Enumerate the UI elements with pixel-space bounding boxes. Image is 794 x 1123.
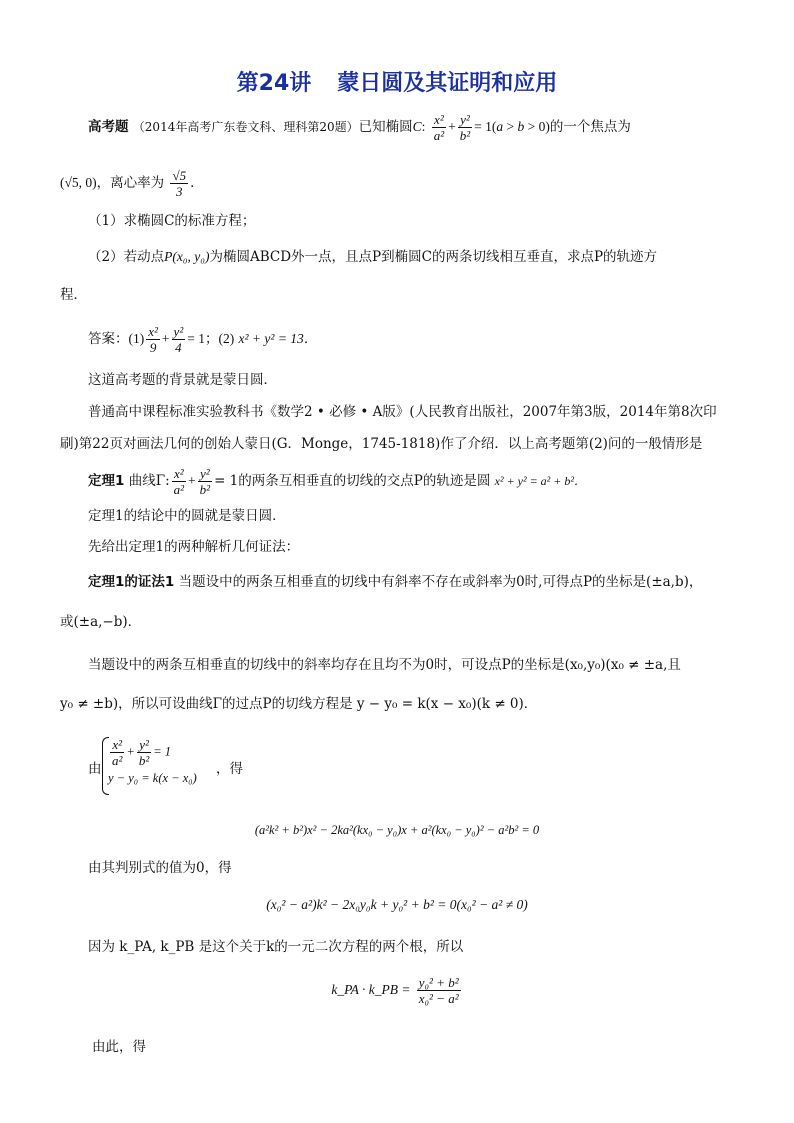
roots-text: 因为 k_PA, k_PB 是这个关于k的一元二次方程的两个根，所以	[88, 939, 464, 955]
answer-part1: = 1；(2)	[187, 331, 235, 346]
equation-3-fraction: $\frac{\text{y₀² + b²}}{\text{x₀² − a²}}$	[418, 975, 459, 1006]
methods-intro: 先给出定理1的两种解析几何证法：	[88, 539, 300, 555]
proof-line-4: y₀ ≠ ±b)，所以可设曲线Γ的过点P的切线方程是 y − y₀ = k(x − x₀)(k ≠ 0)．	[60, 696, 538, 712]
problem-text: 已知椭圆	[358, 119, 413, 135]
frac-x2-a2-sys: $\frac{\text{x²}}{\text{a²}}$	[112, 737, 123, 768]
final-text: 由此，得	[92, 1039, 146, 1055]
problem-label: 高考题	[88, 119, 129, 135]
proof-label: 定理1的证法1	[88, 574, 175, 590]
frac-x2-a2-thm: $\frac{\text{x²}}{\text{a²}}$	[173, 466, 185, 497]
problem-source: （2014年高考广东卷文科、理科第20题）	[132, 120, 359, 134]
system-line-1: $\frac{\text{x²}}{\text{a²}}$ + $\frac{\text{y²}}{\text{b²}}$ = 1	[112, 737, 172, 768]
lecture-topic: 蒙日圆及其证明和应用	[337, 71, 558, 96]
frac-y2-4: $\frac{\text{y²}}{4}$	[173, 324, 184, 355]
intro-line-2: 刷)第22页对画法几何的创始人蒙日(G．Monge，1745-1818)作了介绍．以上高考题第(2)问的一般情形是	[60, 436, 703, 452]
equation-2: (x₀² − a²)k² − 2x₀y₀k + y₀² + b² = 0(x₀² − a² ≠ 0)	[266, 897, 528, 912]
answer-line: 答案：(1) $\frac{\text{x²}}{9}$ + $\frac{\text{y²}}{4}$ = 1；(2) x² + y² = 13．	[88, 324, 318, 355]
monge-circle-equation: x² + y² = a² + b²．	[494, 474, 586, 488]
answer-part2: x² + y² = 13．	[238, 331, 318, 346]
equation-3	[0, 975, 794, 1006]
point-p: P(x₀, y₀)	[164, 249, 210, 264]
problem-line-2: (√5, 0)，离心率为 $\frac{√5}{3}$ ．	[60, 168, 204, 199]
system-body	[108, 737, 197, 786]
lecture-number: 第24讲	[236, 71, 312, 96]
question-2	[88, 247, 657, 267]
proof-text: 当题设中的两条互相垂直的切线中有斜率不存在或斜率为0时,可得点P的坐标是(±a,b)，	[178, 574, 703, 590]
focus-value: (√5, 0)	[60, 175, 97, 190]
system-suffix: ，得	[216, 761, 243, 777]
conclusion-text: 定理1的结论中的圆就是蒙日圆．	[88, 508, 286, 524]
system-line-2: y − y₀ = k(x − x₀)	[108, 771, 197, 785]
frac-x2-a2: $\frac{\text{x²}}{\text{a²}}$	[433, 112, 445, 143]
problem-text: 的一个焦点为	[549, 119, 631, 135]
answer-label: 答案：	[88, 331, 129, 347]
equation-3-left: k_PA · k_PB =	[331, 982, 411, 997]
problem-line-1: 高考题 （2014年高考广东卷文科、理科第20题）已知椭圆C: $\frac{\text{x²}}{\text{a²}}$ + $\frac{\text{y²}}{\text{b²}}$ = 1(a > b > 0)的一个焦点为	[88, 112, 631, 143]
question-1: （1）求椭圆C的标准方程；	[88, 213, 256, 229]
system-prefix: 由	[88, 761, 102, 777]
proof-line-3: 当题设中的两条互相垂直的切线中的斜率均存在且均不为0时，可设点P的坐标是(x₀,y₀)(x₀ ≠ ±a,且	[88, 657, 681, 673]
discriminant-text: 由其判别式的值为0，得	[88, 860, 232, 876]
theorem-label: 定理1	[88, 473, 125, 489]
frac-y2-b2-sys: $\frac{\text{y²}}{\text{b²}}$	[138, 737, 150, 768]
frac-y2-b2-thm: $\frac{\text{y²}}{\text{b²}}$	[199, 466, 211, 497]
page-title	[0, 66, 794, 97]
proof-line-2: 或(±a,−b)．	[60, 614, 142, 630]
frac-x2-9: $\frac{\text{x²}}{9}$	[148, 324, 158, 355]
question-text: 为椭圆ABCD外一点，且点P到椭圆C的两条切线相互垂直，求点P的轨迹方	[209, 249, 658, 265]
proof-line-1	[88, 572, 702, 592]
theorem-text: = 1的两条互相垂直的切线的交点P的轨迹是圆	[214, 473, 491, 489]
eccentricity: $\frac{√5}{3}$	[172, 168, 187, 199]
background-text: 这道高考题的背景就是蒙日圆．	[88, 372, 277, 388]
theorem-text: 曲线Γ:	[128, 473, 170, 489]
equation-1: (a²k² + b²)x² − 2ka²(kx₀ − y₀)x + a²(kx₀ − y₀)² − a²b² = 0	[254, 823, 540, 837]
intro-line-1: 普通高中课程标准实验教科书《数学2 • 必修 • A版》(人民教育出版社，2007年第3版，2014年第8次印	[88, 404, 717, 420]
problem-text: ，离心率为	[96, 175, 165, 191]
theorem-line: 定理1 曲线Γ: $\frac{\text{x²}}{\text{a²}}$ + $\frac{\text{y²}}{\text{b²}}$ = 1的两条互相垂直的切线的交点P的轨迹是圆 x² + y² = a² + b²．	[88, 466, 586, 497]
ellipse-name: C	[412, 119, 422, 134]
question-2-end: 程．	[60, 287, 87, 303]
question-text: （2）若动点	[88, 249, 165, 265]
frac-y2-b2: $\frac{\text{y²}}{\text{b²}}$	[459, 112, 471, 143]
